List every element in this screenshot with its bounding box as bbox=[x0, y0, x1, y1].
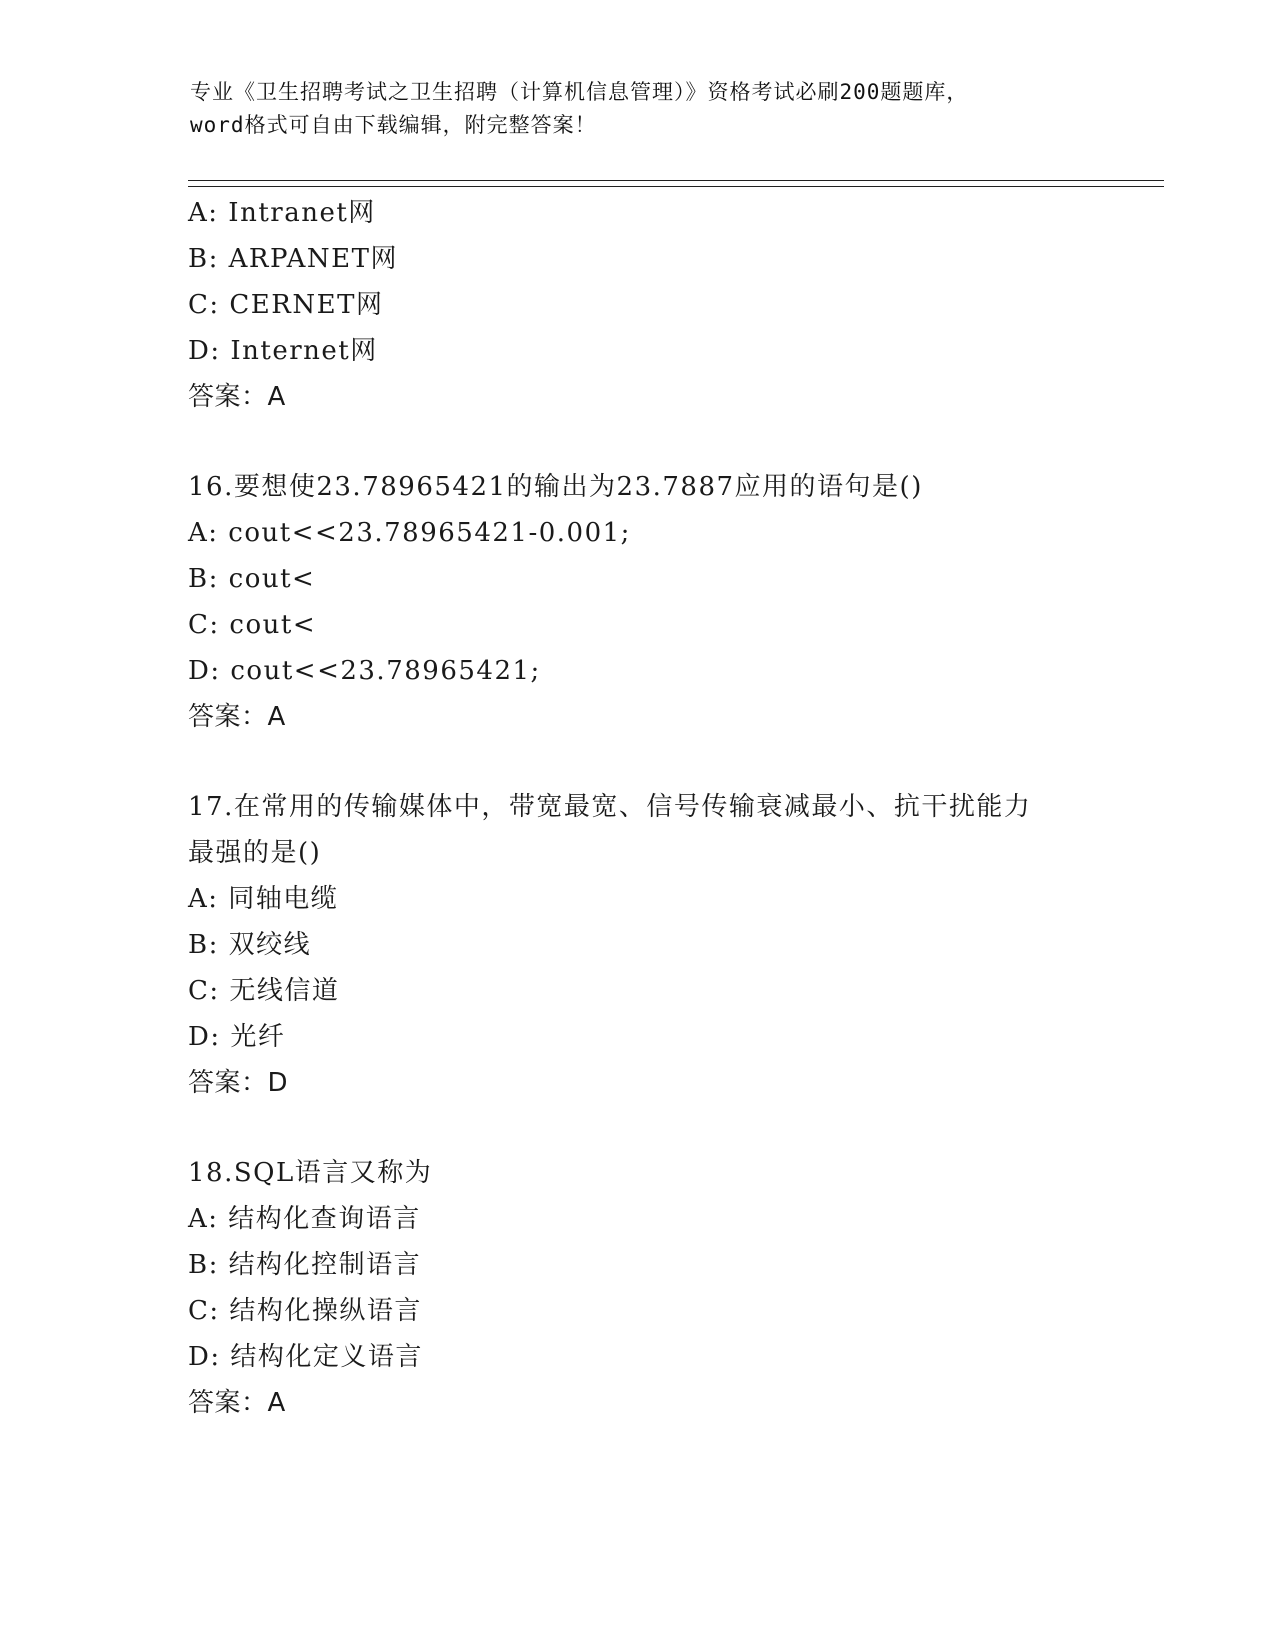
header-line-2: word格式可自由下载编辑，附完整答案！ bbox=[190, 113, 597, 137]
option-b: B: 结构化控制语言 bbox=[188, 1250, 422, 1280]
answer-line: 答案：A bbox=[188, 1388, 286, 1418]
spacer bbox=[188, 740, 1128, 784]
option-a: A: Intranet网 bbox=[188, 198, 376, 228]
question-block-15 bbox=[188, 190, 1128, 420]
answer-line: 答案：A bbox=[188, 702, 286, 732]
option-b: B: ARPANET网 bbox=[188, 244, 398, 274]
header-line-1: 专业《卫生招聘考试之卫生招聘（计算机信息管理）》资格考试必刷200题题库， bbox=[190, 80, 969, 104]
spacer bbox=[188, 420, 1128, 464]
question-block-16 bbox=[188, 464, 1128, 740]
option-c: C: 无线信道 bbox=[188, 976, 340, 1006]
option-c: C: cout< bbox=[188, 610, 317, 640]
question-block-17 bbox=[188, 784, 1128, 1106]
question-text: 16.要想使23.78965421的输出为23.7887应用的语句是() bbox=[188, 472, 923, 502]
option-d: D: 结构化定义语言 bbox=[188, 1342, 423, 1372]
question-list bbox=[188, 190, 1128, 1426]
option-c: C: 结构化操纵语言 bbox=[188, 1296, 422, 1326]
option-d: D: 光纤 bbox=[188, 1022, 286, 1052]
option-b: B: cout< bbox=[188, 564, 316, 594]
option-d: D: cout<<23.78965421; bbox=[188, 656, 541, 686]
option-a: A: 结构化查询语言 bbox=[188, 1204, 421, 1234]
document-header bbox=[190, 76, 1090, 142]
question-text-line-2: 最强的是() bbox=[188, 838, 322, 868]
option-a: A: cout<<23.78965421-0.001; bbox=[188, 518, 631, 548]
question-text: 18.SQL语言又称为 bbox=[188, 1158, 433, 1188]
option-d: D: Internet网 bbox=[188, 336, 378, 366]
answer-line: 答案：D bbox=[188, 1068, 289, 1098]
option-a: A: 同轴电缆 bbox=[188, 884, 339, 914]
answer-line: 答案：A bbox=[188, 382, 286, 412]
option-b: B: 双绞线 bbox=[188, 930, 312, 960]
option-c: C: CERNET网 bbox=[188, 290, 384, 320]
question-block-18 bbox=[188, 1150, 1128, 1426]
header-divider-top bbox=[188, 180, 1164, 181]
question-text-line-1: 17.在常用的传输媒体中，带宽最宽、信号传输衰减最小、抗干扰能力 bbox=[188, 792, 1032, 822]
header-divider-bottom bbox=[188, 186, 1164, 187]
spacer bbox=[188, 1106, 1128, 1150]
